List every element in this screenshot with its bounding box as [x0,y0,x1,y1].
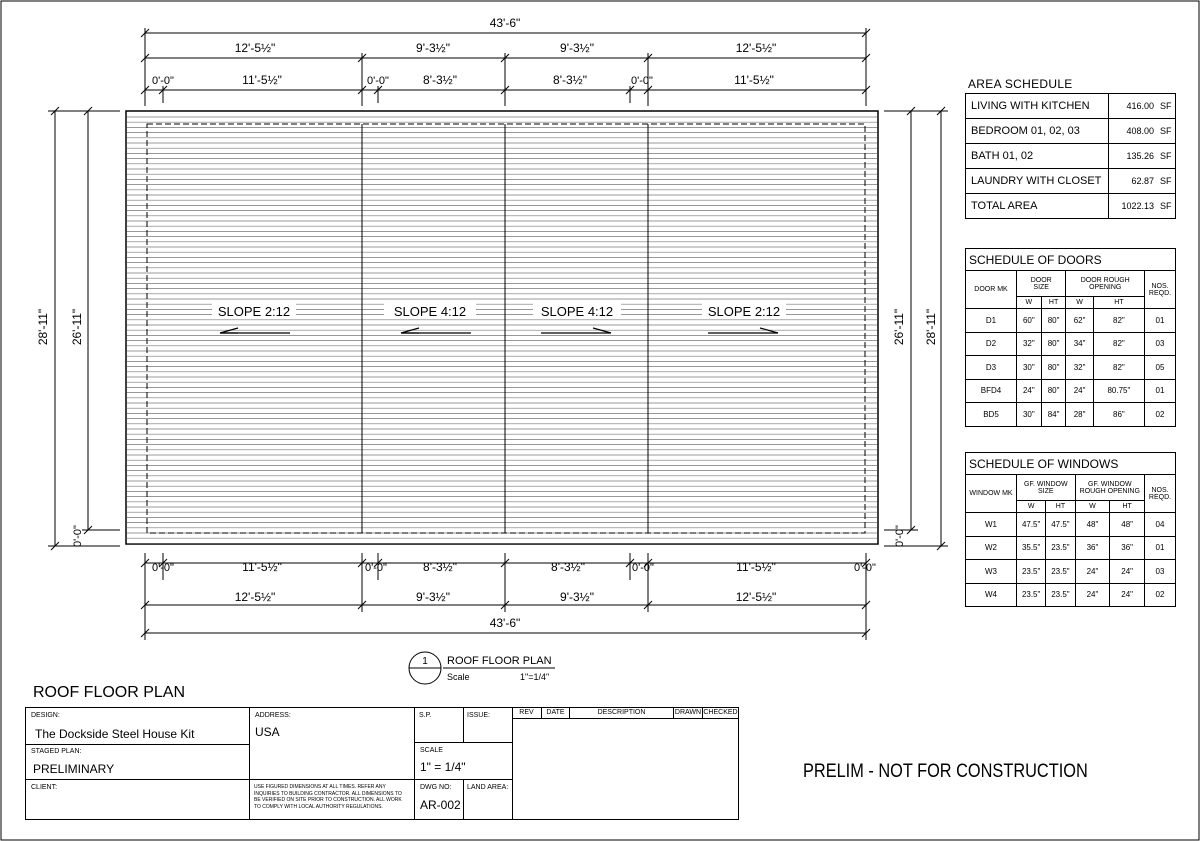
slope-label-3: SLOPE 4:12 [540,304,614,319]
area-unit-cell: SF [1158,119,1176,144]
tb-design-label: DESIGN: [31,712,60,719]
dim-zero-top-2: 0'-0" [367,75,389,87]
schedule-cell: 24" [1066,379,1093,403]
schedule-cell: 62" [1066,309,1093,333]
dim-bottom-3: 9'-3½" [560,590,594,604]
schedule-cell: 80" [1041,309,1066,333]
table-row [966,583,1176,607]
schedule-cell: 48" [1075,513,1110,537]
tb-client-label: CLIENT: [31,784,58,791]
area-value-cell: 408.00 [1109,119,1159,144]
schedule-cell: 84" [1041,403,1066,427]
area-unit-cell: SF [1158,94,1176,119]
schedule-cell: 80.75" [1093,379,1144,403]
table-row [966,513,1176,537]
table-row [966,309,1176,333]
revision-header-cell: DATE [542,707,570,719]
tb-note: USE FIGURED DIMENSIONS AT ALL TIMES. REFER ANY INQUIRIES TO BUILDING CONTRACTOR. ALL DIMENSIONS TO BE VERIFIED ON SITE PRIOR TO CONSTRUCTION. ALL WORK TO COMPLY WITH LOCAL AUTHORITY REGULATIONS. [254,784,402,810]
tb-scale-label: SCALE [420,747,443,754]
area-name-cell: TOTAL AREA [966,194,1109,219]
schedule-cell: 24" [1017,379,1042,403]
table-row [966,119,1176,144]
table-row [966,94,1176,119]
schedule-header: DOOR SIZE [1017,271,1066,297]
schedule-cell: W4 [966,583,1017,607]
schedule-subheader: W [1066,297,1093,309]
caption-scale-label: Scale [447,672,470,682]
schedule-subheader: W [1075,501,1110,513]
schedule-header: WINDOW MK [966,475,1017,513]
table-row [966,249,1176,271]
revision-header-cell: CHECKED [703,707,739,719]
tb-scale-value: 1" = 1/4" [420,760,466,774]
table-row [966,271,1176,297]
caption-number: 1 [422,656,428,667]
dim-top-2: 9'-3½" [416,41,450,55]
schedule-cell: 01 [1145,379,1176,403]
dim-inner-bottom-4: 11'-5½" [736,560,776,574]
schedule-subheader: W [1017,501,1046,513]
table-row [966,379,1176,403]
area-schedule-title: AREA SCHEDULE [968,77,1073,91]
area-value-cell: 62.87 [1109,169,1159,194]
schedule-cell: W3 [966,560,1017,584]
table-row [966,194,1176,219]
schedule-cell: 23.5" [1017,560,1046,584]
schedule-cell: 60" [1017,309,1042,333]
schedule-cell: 82" [1093,356,1144,380]
schedule-cell: 82" [1093,309,1144,333]
dim-top-4: 12'-5½" [735,41,777,55]
table-row [966,536,1176,560]
slope-label-2: SLOPE 4:12 [393,304,467,319]
schedule-cell: 36" [1110,536,1145,560]
dim-inner-bottom-3: 8'-3½" [551,560,585,574]
dim-inner-top-2: 8'-3½" [423,73,457,87]
schedule-header: DOOR MK [966,271,1017,309]
dim-zero-bottom-3: 0'-0" [632,562,654,574]
table-row [966,475,1176,501]
table-row [966,144,1176,169]
schedule-subheader: HT [1041,297,1066,309]
area-name-cell: LIVING WITH KITCHEN [966,94,1109,119]
tb-staged-value: PRELIMINARY [33,762,115,776]
area-unit-cell: SF [1158,169,1176,194]
schedule-header: NOS. REQD. [1145,475,1176,513]
schedule-cell: 24" [1110,583,1145,607]
area-unit-cell: SF [1158,144,1176,169]
schedule-title: SCHEDULE OF WINDOWS [966,453,1176,475]
dim-inner-top-1: 11'-5½" [242,73,282,87]
schedule-cell: 05 [1145,356,1176,380]
schedule-cell: 24" [1075,560,1110,584]
schedule-cell: 30" [1017,356,1042,380]
table-row [966,560,1176,584]
area-value-cell: 1022.13 [1109,194,1159,219]
dim-overall-bottom: 43'-6" [489,616,521,630]
dimension-lines [48,28,948,640]
dim-inner-bottom-2: 8'-3½" [423,560,457,574]
dim-depth-right-outer: 28'-11" [924,308,938,346]
schedule-cell: 80" [1041,356,1066,380]
tb-address-label: ADDRESS: [255,712,291,719]
revision-header-cell: DRAWN [674,707,703,719]
dim-zero-top-3: 0'-0" [631,75,653,87]
schedule-cell: 48" [1110,513,1145,537]
prelim-stamp: PRELIM - NOT FOR CONSTRUCTION [803,761,1088,782]
area-unit-cell: SF [1158,194,1176,219]
schedule-cell: 80" [1041,332,1066,356]
schedule-cell: 47.5" [1017,513,1046,537]
dim-zero-right: 0'-0" [894,525,906,547]
schedule-cell: 82" [1093,332,1144,356]
schedule-cell: 86" [1093,403,1144,427]
schedule-cell: 30" [1017,403,1042,427]
dim-inner-top-3: 8'-3½" [553,73,587,87]
tb-dwg-label: DWG NO: [420,784,452,791]
schedule-cell: BFD4 [966,379,1017,403]
slope-label-1: SLOPE 2:12 [217,304,291,319]
dim-bottom-1: 12'-5½" [234,590,276,604]
dim-inner-top-4: 11'-5½" [734,73,774,87]
area-value-cell: 416.00 [1109,94,1159,119]
dim-depth-left-outer: 28'-11" [36,308,50,346]
area-name-cell: BEDROOM 01, 02, 03 [966,119,1109,144]
dim-bottom-4: 12'-5½" [735,590,777,604]
dim-zero-bottom-2: 0'-0" [365,562,387,574]
dim-overall-top: 43'-6" [489,16,521,30]
table-row [966,403,1176,427]
tb-revision-header [512,707,739,719]
area-name-cell: LAUNDRY WITH CLOSET [966,169,1109,194]
tb-design-value: The Dockside Steel House Kit [35,727,195,741]
schedule-subheader: HT [1093,297,1144,309]
schedule-cell: W2 [966,536,1017,560]
schedule-subheader: W [1017,297,1042,309]
area-name-cell: BATH 01, 02 [966,144,1109,169]
schedule-subheader: HT [1046,501,1075,513]
schedule-cell: 23.5" [1046,536,1075,560]
schedule-cell: 02 [1145,583,1176,607]
schedule-cell: 47.5" [1046,513,1075,537]
schedule-cell: 23.5" [1046,560,1075,584]
tb-client-cell [25,779,250,820]
schedule-cell: 80" [1041,379,1066,403]
window-schedule-table [965,452,1176,607]
schedule-header: GF. WINDOW ROUGH OPENING [1075,475,1144,501]
schedule-cell: 23.5" [1046,583,1075,607]
tb-staged-label: STAGED PLAN: [31,748,82,755]
table-row [966,169,1176,194]
tb-revision-area [512,707,739,820]
schedule-cell: 36" [1075,536,1110,560]
schedule-cell: D2 [966,332,1017,356]
dim-inner-bottom-1: 11'-5½" [242,560,282,574]
roof-outline [126,111,878,544]
area-schedule-table [965,93,1176,219]
sheet-title: ROOF FLOOR PLAN [33,684,186,701]
schedule-cell: 02 [1145,403,1176,427]
schedule-header: GF. WINDOW SIZE [1017,475,1076,501]
schedule-cell: 24" [1075,583,1110,607]
schedule-cell: 34" [1066,332,1093,356]
caption-scale-value: 1"=1/4" [520,672,550,682]
schedule-cell: D1 [966,309,1017,333]
caption-title: ROOF FLOOR PLAN [447,655,552,667]
schedule-cell: 01 [1145,536,1176,560]
dim-top-1: 12'-5½" [234,41,276,55]
schedule-cell: 01 [1145,309,1176,333]
table-row [966,332,1176,356]
dim-zero-left: 0'-0" [72,525,84,547]
schedule-title: SCHEDULE OF DOORS [966,249,1176,271]
dim-zero-bottom-4: 0'-0" [854,562,876,574]
schedule-cell: 04 [1145,513,1176,537]
roof-bay-lines [362,124,648,533]
table-row [966,453,1176,475]
schedule-header: NOS. REQD. [1145,271,1176,309]
schedule-subheader: HT [1110,501,1145,513]
schedule-cell: 23.5" [1017,583,1046,607]
dim-zero-top-1: 0'-0" [152,75,174,87]
dim-bottom-2: 9'-3½" [416,590,450,604]
tb-address-value: USA [255,725,280,739]
revision-header-cell: DESCRIPTION [570,707,674,719]
tb-sp-label: S.P. [419,712,432,719]
dim-depth-right-inner: 26'-11" [892,308,906,346]
door-schedule-table [965,248,1176,427]
tb-issue-label: ISSUE: [467,712,490,719]
schedule-cell: 32" [1066,356,1093,380]
tb-land-label: LAND AREA: [467,784,509,791]
schedule-cell: BD5 [966,403,1017,427]
area-value-cell: 135.26 [1109,144,1159,169]
dim-depth-left-inner: 26'-11" [70,308,84,346]
schedule-cell: 03 [1145,560,1176,584]
revision-header-cell: REV [512,707,542,719]
roof-panel-lines [127,117,877,543]
table-row [966,356,1176,380]
tb-dwg-value: AR-002 [420,798,461,812]
slope-label-4: SLOPE 2:12 [707,304,781,319]
schedule-cell: 35.5" [1017,536,1046,560]
schedule-cell: 24" [1110,560,1145,584]
dim-top-3: 9'-3½" [560,41,594,55]
schedule-cell: 03 [1145,332,1176,356]
schedule-cell: W1 [966,513,1017,537]
schedule-header: DOOR ROUGH OPENING [1066,271,1145,297]
schedule-cell: 28" [1066,403,1093,427]
dim-zero-bottom-1: 0'-0" [152,562,174,574]
wall-line-dashed [147,124,865,533]
schedule-cell: D3 [966,356,1017,380]
schedule-cell: 32" [1017,332,1042,356]
